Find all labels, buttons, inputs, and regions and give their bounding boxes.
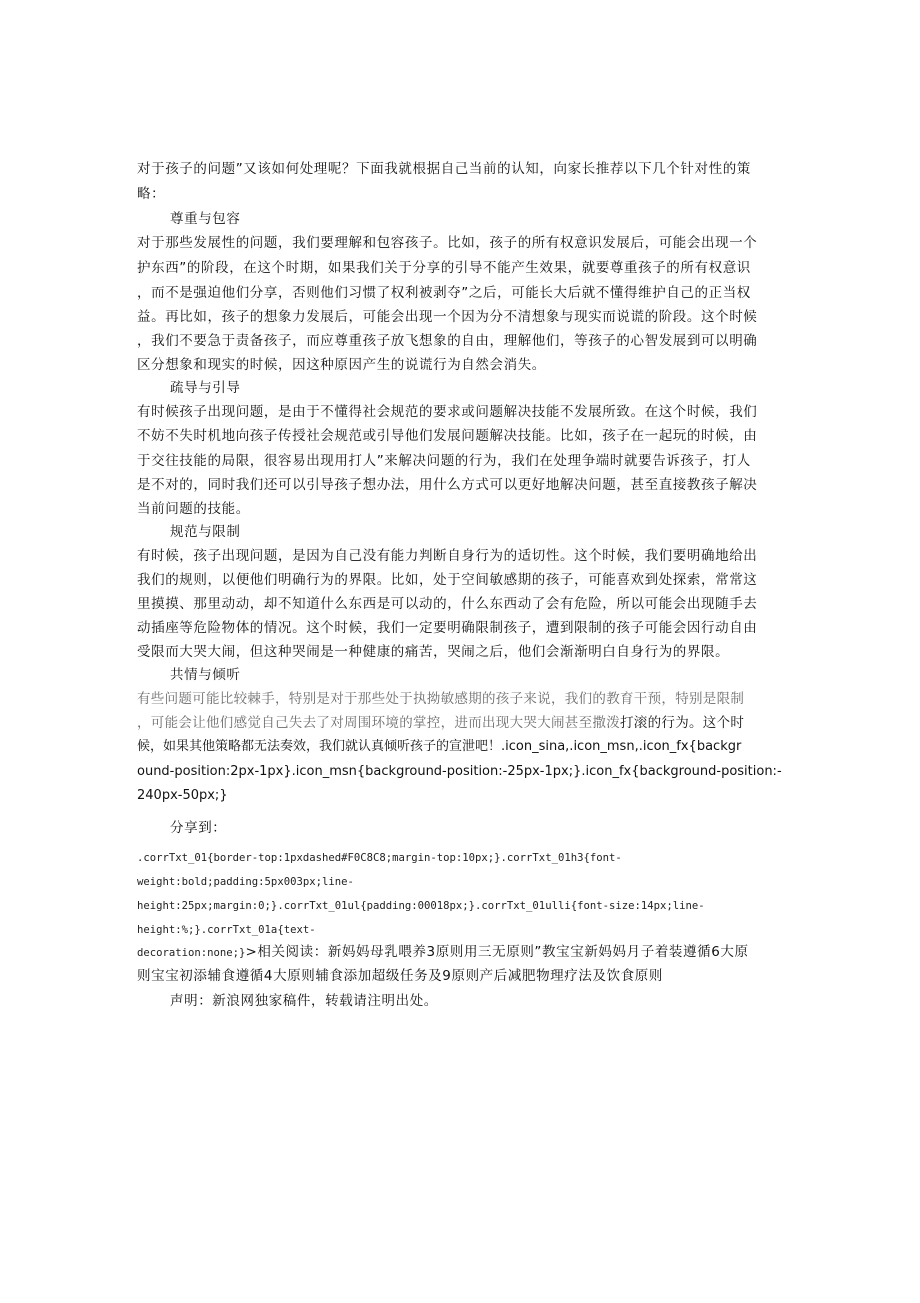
paragraph-line-light-part: ，可能会让他们感觉自己失去了对周围环境的掌控，进而出现大哭大闹甚至撒泼 (137, 715, 620, 731)
paragraph-line: 于交往技能的局限，很容易出现用打人”来解决问题的行为，我们在处理争端时就要告诉孩子，打人 (137, 453, 751, 469)
paragraph-line: 候，如果其他策略都无法奏效，我们就认真倾听孩子的宣泄吧！.icon_sina,.icon_msn,.icon_fx{backgr (137, 739, 742, 754)
paragraph-line: 动插座等危险物体的情况。这个时候，我们一定要明确限制孩子，遭到限制的孩子可能会因行动自由 (137, 620, 758, 636)
paragraph-line: 有些问题可能比较棘手，特别是对于那些处于执拗敏感期的孩子来说，我们的教育干预，特别是限制 (137, 691, 745, 707)
paragraph-line: 护东西”的阶段，在这个时期，如果我们关于分享的引导不能产生效果，就要尊重孩子的所有权意识 (137, 260, 751, 276)
paragraph-line: 益。再比如，孩子的想象力发展后，可能会出现一个因为分不清想象与现实而说谎的阶段。这个时候 (137, 309, 758, 325)
paragraph-line: ，而不是强迫他们分享，否则他们习惯了权利被剥夺”之后，可能长大后就不懂得维护自己的正当权 (137, 285, 751, 301)
intro-line: 略： (137, 186, 166, 202)
css-text-line: height:25px;margin:0;}.corrTxt_01ul{padding:00018px;}.corrTxt_01ulli{font-size:14px;line- (137, 900, 705, 912)
section-heading-guidance: 疏导与引导 (170, 380, 241, 396)
paragraph-line: ound-position:2px-1px}.icon_msn{background-position:-25px-1px;}.icon_fx{background-position:- (137, 764, 782, 779)
paragraph-line: 是不对的，同时我们还可以引导孩子想办法，用什么方式可以更好地解决问题，甚至直接教孩子解决 (137, 477, 758, 493)
copyright-statement: 声明：新浪网独家稿件，转载请注明出处。 (170, 993, 438, 1009)
paragraph-line: 不妨不失时机地向孩子传授社会规范或引导他们发展问题解决技能。比如，孩子在一起玩的时候，由 (137, 428, 758, 444)
related-reading-line (137, 942, 787, 963)
paragraph-line (137, 713, 787, 733)
paragraph-line: 对于那些发展性的问题，我们要理解和包容孩子。比如，孩子的所有权意识发展后，可能会出现一个 (137, 235, 758, 251)
css-text-line: .corrTxt_01{border-top:1pxdashed#F0C8C8;margin-top:10px;}.corrTxt_01h3{font- (137, 852, 622, 864)
related-reading-line: 则宝宝初添辅食遵循4大原则辅食添加超级任务及9原则产后减肥物理疗法及饮食原则 (137, 968, 663, 984)
paragraph-line: 受限而大哭大闹，但这种哭闹是一种健康的痛苦，哭闹之后，他们会渐渐明白自身行为的界限。 (137, 644, 730, 660)
section-heading-empathy: 共情与倾听 (170, 667, 241, 683)
paragraph-line: 240px-50px;} (137, 788, 228, 803)
intro-line: 对于孩子的问题”又该如何处理呢？下面我就根据自己当前的认知，向家长推荐以下几个针对性的策 (137, 161, 751, 177)
paragraph-line: 我们的规则，以便他们明确行为的界限。比如，处于空间敏感期的孩子，可能喜欢到处探索，常常这 (137, 572, 758, 588)
paragraph-line: 有时候孩子出现问题，是由于不懂得社会规范的要求或问题解决技能不发展所致。在这个时候，我们 (137, 404, 758, 420)
css-text-line: weight:bold;padding:5px003px;line- (137, 876, 354, 888)
paragraph-line: ，我们不要急于责备孩子，而应尊重孩子放飞想象的自由，理解他们，等孩子的心智发展到可以明确 (137, 333, 758, 349)
paragraph-line-dark-part: 打滚的行为。这个时 (620, 715, 745, 731)
css-text-line: height:%;}.corrTxt_01a{text- (137, 924, 316, 936)
css-text-fragment: decoration:none;} (137, 947, 246, 959)
section-heading-respect: 尊重与包容 (170, 211, 241, 227)
paragraph-line: 里摸摸、那里动动，却不知道什么东西是可以动的，什么东西动了会有危险，所以可能会出现随手去 (137, 596, 758, 612)
paragraph-line: 区分想象和现实的时候，因这种原因产生的说谎行为自然会消失。 (137, 357, 546, 373)
paragraph-line: 当前问题的技能。 (137, 501, 250, 517)
share-label: 分享到： (170, 820, 227, 836)
related-reading-text: >相关阅读：新妈妈母乳喂养3原则用三无原则”教宝宝新妈妈月子着装遵循6大原 (245, 944, 749, 960)
paragraph-line: 有时候，孩子出现问题，是因为自己没有能力判断自身行为的适切性。这个时候，我们要明确地给出 (137, 548, 758, 564)
section-heading-rules: 规范与限制 (170, 524, 241, 540)
